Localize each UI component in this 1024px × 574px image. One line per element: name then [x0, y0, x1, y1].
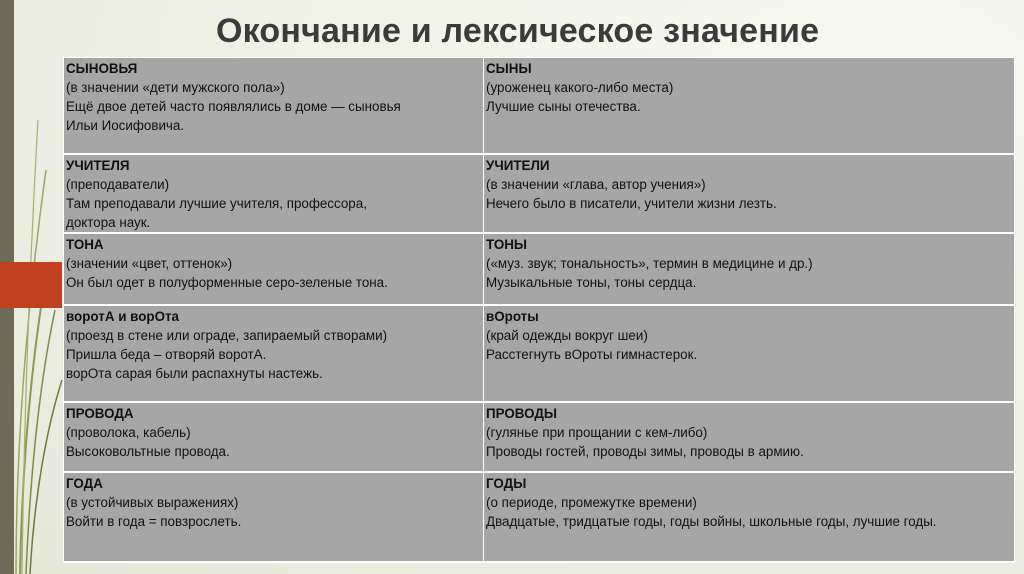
cell-line: (о периоде, промежутке времени): [486, 494, 697, 510]
cell-line: Он был одет в полуформенные серо-зеленые тона.: [66, 274, 388, 290]
table-row: [64, 472, 1015, 563]
cell-line: (проезд в стене или ограде, запираемый створами): [66, 327, 388, 343]
table-cell: [64, 154, 484, 233]
table-row: [64, 233, 1015, 305]
cell-line: (уроженец какого-либо места): [486, 80, 674, 95]
cell-line: Расстегнуть вОроты гимнастерок.: [486, 346, 698, 362]
cell-line: (в значении «дети мужского пола»): [66, 80, 285, 95]
cell-line: Ещё двое детей часто появлялись в доме — сыновья: [66, 99, 401, 114]
red-accent-block: [0, 262, 62, 308]
table-cell: [484, 233, 1015, 305]
table-row: [64, 402, 1015, 472]
table-cell: [484, 305, 1015, 402]
cell-heading: ГОДЫ: [486, 475, 527, 491]
cell-line: (преподаватели): [66, 176, 170, 192]
cell-line: (проволока, кабель): [66, 424, 191, 440]
cell-heading: ПРОВОДА: [66, 405, 134, 421]
cell-heading: УЧИТЕЛИ: [486, 157, 550, 173]
table-row: [64, 154, 1015, 233]
table-cell: [484, 154, 1015, 233]
cell-line: (в значении «глава, автор учения»): [486, 176, 706, 192]
table-cell: [64, 233, 484, 305]
cell-line: (в устойчивых выражениях): [66, 494, 239, 510]
cell-line: Пришла беда – отворяй воротА.: [66, 346, 267, 362]
cell-line: Войти в года = повзрослеть.: [66, 513, 242, 529]
cell-heading: СЫНЫ: [486, 61, 532, 76]
cell-heading: ГОДА: [66, 475, 103, 491]
table-row: [64, 305, 1015, 402]
cell-heading: ТОНА: [66, 236, 104, 252]
cell-line: ворОта сарая были распахнуты настежь.: [66, 365, 323, 381]
slide-title: Окончание и лексическое значение: [216, 12, 820, 50]
table-cell: [64, 305, 484, 402]
cell-heading: ТОНЫ: [486, 236, 528, 252]
table-cell: [484, 472, 1015, 563]
cell-line: доктора наук.: [66, 214, 151, 230]
cell-line: (гулянье при прощании с кем-либо): [486, 424, 708, 440]
cell-heading: воротА и ворОта: [66, 308, 179, 324]
table-cell: [64, 402, 484, 472]
cell-heading: ПРОВОДЫ: [486, 405, 558, 421]
cell-line: Нечего было в писатели, учители жизни лезть.: [486, 195, 777, 211]
table-row: [64, 58, 1015, 154]
cell-line: Проводы гостей, проводы зимы, проводы в армию.: [486, 443, 804, 459]
cell-heading: вОроты: [486, 308, 539, 324]
cell-line: («муз. звук; тональность», термин в медицине и др.): [486, 255, 813, 271]
table-cell: [484, 402, 1015, 472]
cell-heading: СЫНОВЬЯ: [66, 61, 138, 76]
cell-line: Лучшие сыны отечества.: [486, 99, 641, 114]
cell-line: Ильи Иосифовича.: [66, 118, 185, 133]
table-cell: [64, 472, 484, 563]
cell-line: Там преподавали лучшие учителя, профессора,: [66, 195, 367, 211]
cell-line: Музыкальные тоны, тоны сердца.: [486, 274, 697, 290]
table-cell: [64, 58, 484, 154]
cell-line: Высоковольтные провода.: [66, 443, 230, 459]
cell-line: Двадцатые, тридцатые годы, годы войны, школьные годы, лучшие годы.: [486, 513, 937, 529]
meaning-table: [63, 57, 1015, 563]
cell-line: (край одежды вокруг шеи): [486, 327, 648, 343]
cell-heading: УЧИТЕЛЯ: [66, 157, 130, 173]
table-cell: [484, 58, 1015, 154]
cell-line: (значении «цвет, оттенок»): [66, 255, 233, 271]
